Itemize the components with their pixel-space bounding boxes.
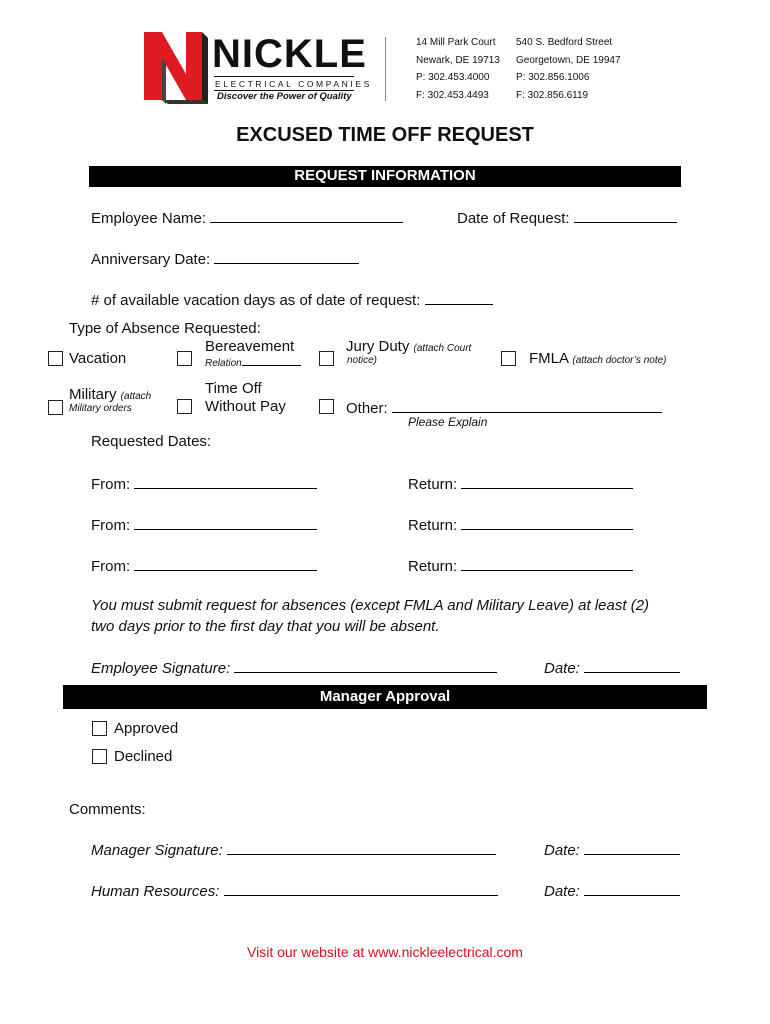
return-label: Return: <box>408 517 458 534</box>
return-field-2[interactable] <box>461 515 633 530</box>
return-field-1[interactable] <box>461 474 633 489</box>
hr-date-row <box>544 881 680 900</box>
time-off-without-pay-checkbox[interactable] <box>177 399 192 414</box>
from-field-1[interactable] <box>134 474 317 489</box>
manager-date-row <box>544 840 680 859</box>
return-label: Return: <box>408 476 458 493</box>
date-label: Date: <box>544 842 580 859</box>
employee-signature-row <box>91 658 497 677</box>
office-1-street: 14 Mill Park Court <box>416 37 496 48</box>
date-label: Date: <box>544 883 580 900</box>
other-label: Other: <box>346 400 388 417</box>
office-2-city: Georgetown, DE 19947 <box>516 55 621 66</box>
from-field-3[interactable] <box>134 556 317 571</box>
vacation-checkbox[interactable] <box>48 351 63 366</box>
manager-signature-row <box>91 840 496 859</box>
vacation-label: Vacation <box>69 350 127 367</box>
from-row-2 <box>91 515 317 534</box>
anniversary-row <box>91 249 359 268</box>
anniversary-label: Anniversary Date: <box>91 251 211 268</box>
section-header-manager-approval: Manager Approval <box>63 685 707 709</box>
return-field-3[interactable] <box>461 556 633 571</box>
logo-divider <box>214 76 354 77</box>
time-off-label-2: Without Pay <box>205 398 286 415</box>
anniversary-field[interactable] <box>214 249 359 264</box>
office-2-street: 540 S. Bedford Street <box>516 37 613 48</box>
return-row-3 <box>408 556 633 575</box>
employee-name-row <box>91 208 403 227</box>
hr-label: Human Resources: <box>91 883 220 900</box>
office-1-fax: F: 302.453.4493 <box>416 90 489 101</box>
declined-checkbox[interactable] <box>92 749 107 764</box>
military-note: (attach <box>120 391 152 402</box>
requested-dates-label: Requested Dates: <box>91 433 212 450</box>
jury-duty-label: Jury Duty (attach Court <box>346 338 472 355</box>
time-off-label-1: Time Off <box>205 380 262 397</box>
other-row <box>346 398 662 417</box>
from-label: From: <box>91 476 131 493</box>
declined-label: Declined <box>114 748 173 765</box>
date-of-request-label: Date of Request: <box>457 210 570 227</box>
other-field[interactable] <box>392 398 662 413</box>
military-note-2: Military orders <box>69 403 132 414</box>
section-header-request-information: REQUEST INFORMATION <box>89 166 681 187</box>
from-row-3 <box>91 556 317 575</box>
absence-type-label: Type of Absence Requested: <box>69 320 261 337</box>
from-row-1 <box>91 474 317 493</box>
date-of-request-row <box>457 208 677 227</box>
office-1-city: Newark, DE 19713 <box>416 55 500 66</box>
bereavement-checkbox[interactable] <box>177 351 192 366</box>
military-label: Military (attach <box>69 386 152 403</box>
vacation-days-label: # of available vacation days as of date of request: <box>91 292 421 309</box>
notice-line-2: two days prior to the first day that you will be absent. <box>91 618 440 635</box>
employee-date-field[interactable] <box>584 658 680 673</box>
bereavement-relation-field[interactable] <box>242 355 301 366</box>
office-2-fax: F: 302.856.6119 <box>516 90 589 101</box>
military-checkbox[interactable] <box>48 400 63 415</box>
footer-website-link[interactable]: Visit our website at www.nickleelectrical.com <box>247 944 523 960</box>
fmla-note: (attach doctor’s note) <box>572 355 667 366</box>
from-field-2[interactable] <box>134 515 317 530</box>
comments-label: Comments: <box>69 801 146 818</box>
hr-row <box>91 881 498 900</box>
bereavement-label: Bereavement <box>205 338 295 355</box>
fmla-checkbox[interactable] <box>501 351 516 366</box>
hr-signature-field[interactable] <box>224 881 498 896</box>
jury-duty-checkbox[interactable] <box>319 351 334 366</box>
jury-duty-note-2: notice) <box>347 355 378 366</box>
other-explain-note: Please Explain <box>408 415 488 429</box>
company-name: NICKLE <box>212 32 367 76</box>
date-of-request-field[interactable] <box>574 208 677 223</box>
manager-signature-label: Manager Signature: <box>91 842 223 859</box>
return-row-2 <box>408 515 633 534</box>
employee-name-field[interactable] <box>210 208 403 223</box>
vacation-days-row <box>91 290 493 309</box>
company-logo <box>140 28 372 104</box>
manager-date-field[interactable] <box>584 840 680 855</box>
vacation-days-field[interactable] <box>425 290 493 305</box>
approved-label: Approved <box>114 720 179 737</box>
hr-date-field[interactable] <box>584 881 680 896</box>
bereavement-relation-label: Relation <box>205 355 301 369</box>
employee-signature-label: Employee Signature: <box>91 660 231 677</box>
nickle-n-icon <box>140 28 210 104</box>
other-checkbox[interactable] <box>319 399 334 414</box>
manager-signature-field[interactable] <box>227 840 496 855</box>
form-title: EXCUSED TIME OFF REQUEST <box>236 124 534 146</box>
from-label: From: <box>91 558 131 575</box>
date-label: Date: <box>544 660 580 677</box>
employee-name-label: Employee Name: <box>91 210 207 227</box>
approved-checkbox[interactable] <box>92 721 107 736</box>
notice-line-1: You must submit request for absences (except FMLA and Military Leave) at least (2) <box>91 597 650 614</box>
office-1-phone: P: 302.453.4000 <box>416 72 490 83</box>
header-divider <box>385 37 386 101</box>
employee-date-row <box>544 658 680 677</box>
return-label: Return: <box>408 558 458 575</box>
fmla-label: FMLA (attach doctor’s note) <box>529 350 667 367</box>
from-label: From: <box>91 517 131 534</box>
company-tagline: Discover the Power of Quality <box>217 91 352 102</box>
office-2-phone: P: 302.856.1006 <box>516 72 590 83</box>
company-subtitle: ELECTRICAL COMPANIES <box>215 79 372 89</box>
return-row-1 <box>408 474 633 493</box>
employee-signature-field[interactable] <box>234 658 497 673</box>
jury-duty-note: (attach Court <box>413 343 472 354</box>
